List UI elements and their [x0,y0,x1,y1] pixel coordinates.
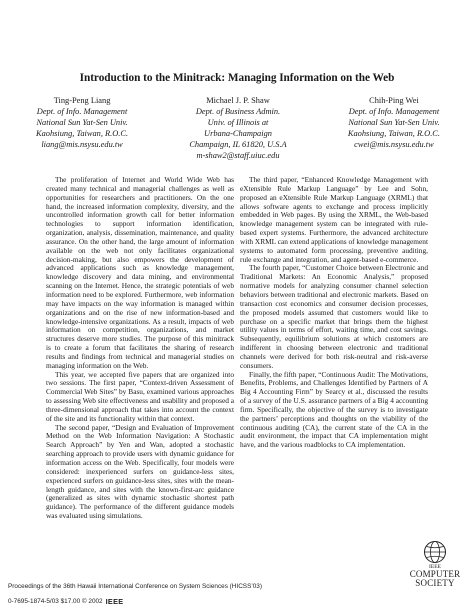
author-affiliation-line: Dept. of Info. Management [348,106,440,116]
right-column [240,176,428,450]
author-affiliation-line: Urbana-Champaign [204,128,272,138]
paper-title: Introduction to the Minitrack: Managing Information on the Web [79,72,395,84]
author-shaw [189,96,286,161]
author-name: Ting-Peng Liang [53,96,111,105]
body-paragraph: The proliferation of Internet and World Wide Web has created many technical and managerial challenges as well as opportunities for researchers and practitioners. On the one hand, the increased information complexity, diversity, and the uncontrolled information growth call for better information technologies to support information identification, organization, analysis, dissemination, maintenance, and quality assurance. On the other hand, the large amount of information available on the web not only facilitates organizational decision-making, but also empowers the development of advanced applications such as knowledge management, knowledge discovery and data mining, and environmental scanning on the Internet. Hence, the strategic potentials of web information need to be explored. Furthermore, web information may have impacts on the way information is managed within organizations and on the rise of new information-based and knowledge-intensive organizations. As a result, impacts of web information on competition, organizations, and market structures deserve more studies. The purpose of this minitrack is to create a forum that facilitates the sharing of research results and findings from technical and managerial studies on managing information on the Web. [46,175,234,370]
author-affiliation-line: Dept. of Info. Management [36,106,128,116]
ieee-logo: IEEE [105,597,124,606]
globe-icon [423,540,447,564]
body-paragraph: The second paper, “Design and Evaluation of Improvement Method on the Web Information Navigation: A Stochastic Search Approach” by Yen and Wan, adopted a stochastic searching approach to provide users with dynamic guidance for information access on the Web. Specifically, four models were considered: inexperienced surfers on guidance-less sites, experienced surfers on guidance-less sites, sites with the mean-length guidance, and sites with the known-first-arc guidance (generalized as sites with dynamic stochastic shortest path guidance). The performance of the different guidance models was evaluated using simulations. [46,422,234,521]
author-affiliation-line: National Sun Yat-Sen Univ. [348,117,440,127]
isbn-line [8,597,123,606]
cs-logo-line1: COMPUTER [409,569,461,579]
author-block [36,96,440,161]
author-affiliation-line: National Sun Yat-Sen Univ. [36,117,128,127]
author-affiliation-line: Dept. of Business Admin. [195,106,281,116]
cs-logo-small-text: IEEE [429,564,441,570]
author-affiliation-line: Kaohsiung, Taiwan, R.O.C. [347,128,440,138]
left-column [46,176,234,521]
author-wei [348,96,440,161]
author-email: liang@mis.nsysu.edu.tw [41,139,123,149]
author-affiliation-line: Champaign, IL 61820, U.S.A [189,139,287,149]
body-paragraph: Finally, the fifth paper, “Continuous Audit: The Motivations, Benefits, Problems, and Challenges Identified by Partners of A Big 4 Accounting Firm” by Searcy et al., discussed the results of a survey of the U.S. assurance partners of a Big 4 accounting firm. Specifically, the objective of the survey is to investigate the partners’ perceptions and thoughts on the viability of the continuous auditing (CA), the current state of the CA in the audit environment, the impact that CA implementation might have, and the various roadblocks to CA implementation. [240,369,428,450]
body-paragraph: The third paper, “Enhanced Knowledge Management with eXtensible Rule Markup Language” by Lee and Sohn, proposed an eXtensible Rule Markup Language (XRML) that allows software agents to exchange and process implicitly embedded in Web pages. By using the XRML, the Web-based knowledge management system can be integrated with rule-based expert systems. Furthermore, the advanced architecture with XRML can extend applications of knowledge management systems to automated form processing, preventive auditing, rule exchange and integration, and agent-based e-commerce. [240,175,428,264]
author-name: Michael J. P. Shaw [206,96,270,105]
author-email: cwei@mis.nsysu.edu.tw [354,139,434,149]
author-affiliation-line: Univ. of Illinois at [207,117,269,127]
body-paragraph: The fourth paper, “Customer Choice between Electronic and Traditional Markets: An Economic Analysis,” proposed normative models for analyzing consumer channel selection behaviors between traditional and electronic markets. Based on transaction cost economics and consumer decision processes, the proposed models assumed that customers would like to purchase on a specific market that brings them the highest utility values in terms of effort, waiting time, and cost savings. Subsequently, equilibrium solutions at which customers are indifferent in choosing between electronic and traditional channels were derived for both risk-neutral and risk-averse consumers. [240,263,428,370]
computer-society-logo [406,540,464,588]
author-affiliation-line: Kaohsiung, Taiwan, R.O.C. [36,128,129,138]
author-email: m-shaw2@staff.uiuc.edu [196,150,280,160]
isbn-price: 0-7695-1874-5/03 $17.00 © 2002 [8,598,103,605]
proceedings-line: Proceedings of the 36th Hawaii International Conference on System Sciences (HICSS’03) [8,583,262,590]
author-liang [36,96,128,161]
body-paragraph: This year, we accepted five papers that are organized into two sessions. The first paper, “Context-driven Assessment of Commercial Web Sites” by Basu, examined various approaches to assessing Web site effectiveness and usability and proposed a three-dimensional approach that takes into account the context of the site and its functionality within that context. [46,369,234,423]
cs-logo-line2: SOCIETY [415,578,455,588]
author-name: Chih-Ping Wei [369,96,419,105]
